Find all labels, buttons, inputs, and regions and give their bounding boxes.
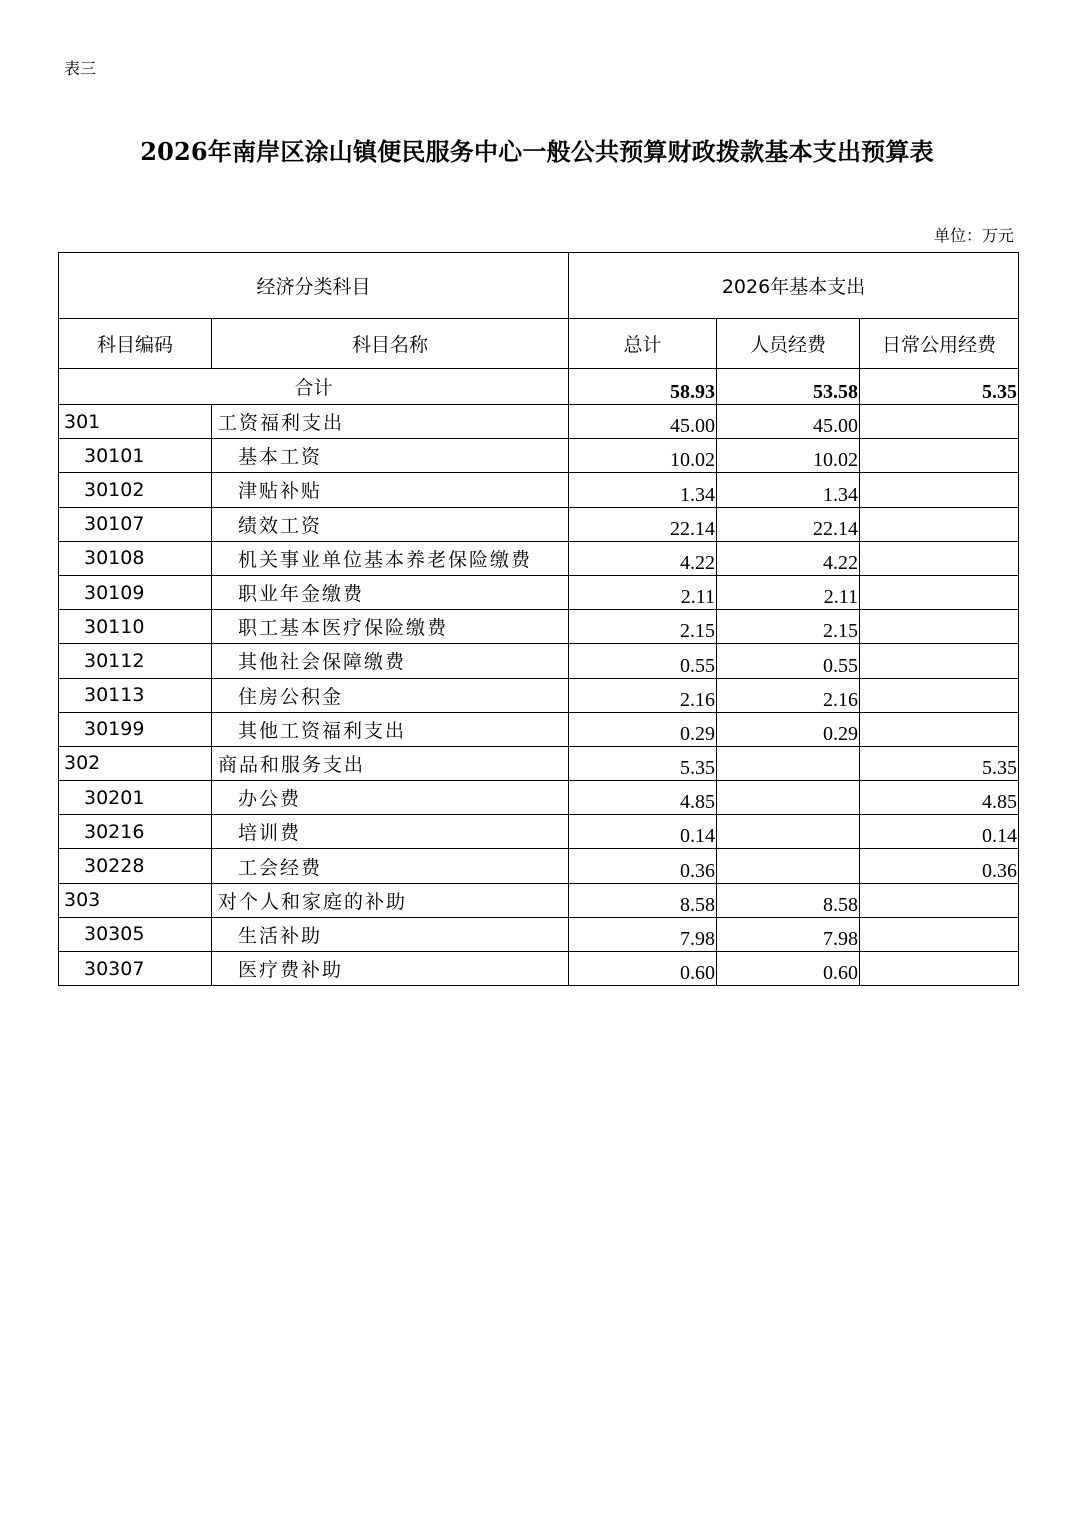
row-name: 商品和服务支出 [212,746,569,780]
row-code: 30305 [59,917,212,951]
header-basic-expense: 2026年基本支出 [569,253,1019,319]
row-code: 30107 [59,507,212,541]
row-public [860,952,1019,986]
table-row [59,507,1019,541]
header-name: 科目名称 [212,319,569,369]
row-name: 职业年金缴费 [212,575,569,609]
row-personnel: 2.15 [717,610,860,644]
table-row [59,883,1019,917]
row-name: 绩效工资 [212,507,569,541]
row-personnel: 0.29 [717,712,860,746]
table-row [59,815,1019,849]
row-public: 5.35 [860,746,1019,780]
table-number: 表三 [64,59,97,78]
row-code: 30307 [59,952,212,986]
table-row [59,849,1019,883]
row-public: 0.14 [860,815,1019,849]
row-total: 2.16 [569,678,717,712]
row-code: 30113 [59,678,212,712]
header-total: 总计 [569,319,717,369]
row-personnel: 1.34 [717,473,860,507]
row-total: 22.14 [569,507,717,541]
header-row-1 [59,253,1019,319]
row-name: 其他社会保障缴费 [212,644,569,678]
row-code: 303 [59,883,212,917]
header-row-2 [59,319,1019,369]
row-public [860,917,1019,951]
row-public [860,541,1019,575]
table-row [59,781,1019,815]
row-public [860,575,1019,609]
row-code: 302 [59,746,212,780]
row-total: 4.22 [569,541,717,575]
row-total: 8.58 [569,883,717,917]
row-total: 0.55 [569,644,717,678]
row-personnel [717,781,860,815]
row-total: 7.98 [569,917,717,951]
row-personnel: 0.60 [717,952,860,986]
budget-table [58,252,1019,986]
row-name: 工会经费 [212,849,569,883]
row-name: 基本工资 [212,439,569,473]
row-personnel: 22.14 [717,507,860,541]
row-personnel: 0.55 [717,644,860,678]
row-public [860,405,1019,439]
row-code: 30101 [59,439,212,473]
total-personnel: 53.58 [717,369,860,405]
table-row [59,952,1019,986]
table-row [59,746,1019,780]
row-total: 5.35 [569,746,717,780]
table-row [59,439,1019,473]
row-public [860,439,1019,473]
row-name: 其他工资福利支出 [212,712,569,746]
row-name: 住房公积金 [212,678,569,712]
page-title: 2026年南岸区涂山镇便民服务中心一般公共预算财政拨款基本支出预算表 [140,137,934,166]
row-personnel: 4.22 [717,541,860,575]
row-total: 2.15 [569,610,717,644]
row-public: 4.85 [860,781,1019,815]
row-public [860,712,1019,746]
row-name: 办公费 [212,781,569,815]
row-personnel [717,746,860,780]
row-public [860,644,1019,678]
row-name: 职工基本医疗保险缴费 [212,610,569,644]
row-name: 工资福利支出 [212,405,569,439]
row-personnel: 8.58 [717,883,860,917]
row-total: 2.11 [569,575,717,609]
row-total: 4.85 [569,781,717,815]
row-public [860,678,1019,712]
row-personnel: 45.00 [717,405,860,439]
row-name: 生活补助 [212,917,569,951]
unit-label: 单位：万元 [933,226,1014,245]
total-sum: 58.93 [569,369,717,405]
table-row [59,712,1019,746]
table-row [59,405,1019,439]
row-name: 培训费 [212,815,569,849]
total-public: 5.35 [860,369,1019,405]
row-personnel [717,849,860,883]
row-code: 30108 [59,541,212,575]
row-name: 津贴补贴 [212,473,569,507]
row-public: 0.36 [860,849,1019,883]
row-public [860,473,1019,507]
row-code: 30216 [59,815,212,849]
row-code: 30201 [59,781,212,815]
header-econ-category: 经济分类科目 [59,253,569,319]
table-row [59,644,1019,678]
row-total: 0.60 [569,952,717,986]
table-row [59,917,1019,951]
row-name: 对个人和家庭的补助 [212,883,569,917]
table-row [59,575,1019,609]
row-name: 医疗费补助 [212,952,569,986]
row-personnel: 2.11 [717,575,860,609]
row-personnel: 10.02 [717,439,860,473]
row-total: 0.29 [569,712,717,746]
row-total: 45.00 [569,405,717,439]
table-row [59,610,1019,644]
row-code: 30109 [59,575,212,609]
total-label: 合计 [59,369,569,405]
table-row [59,541,1019,575]
row-code: 30199 [59,712,212,746]
table-row [59,473,1019,507]
table-row [59,678,1019,712]
row-total: 0.14 [569,815,717,849]
row-public [860,883,1019,917]
row-total: 0.36 [569,849,717,883]
row-personnel [717,815,860,849]
header-code: 科目编码 [59,319,212,369]
row-public [860,507,1019,541]
row-code: 30112 [59,644,212,678]
row-public [860,610,1019,644]
row-code: 30228 [59,849,212,883]
row-total: 1.34 [569,473,717,507]
row-code: 301 [59,405,212,439]
row-code: 30110 [59,610,212,644]
header-personnel: 人员经费 [717,319,860,369]
header-public: 日常公用经费 [860,319,1019,369]
row-name: 机关事业单位基本养老保险缴费 [212,541,569,575]
row-personnel: 7.98 [717,917,860,951]
row-total: 10.02 [569,439,717,473]
total-row [59,369,1019,405]
row-personnel: 2.16 [717,678,860,712]
row-code: 30102 [59,473,212,507]
